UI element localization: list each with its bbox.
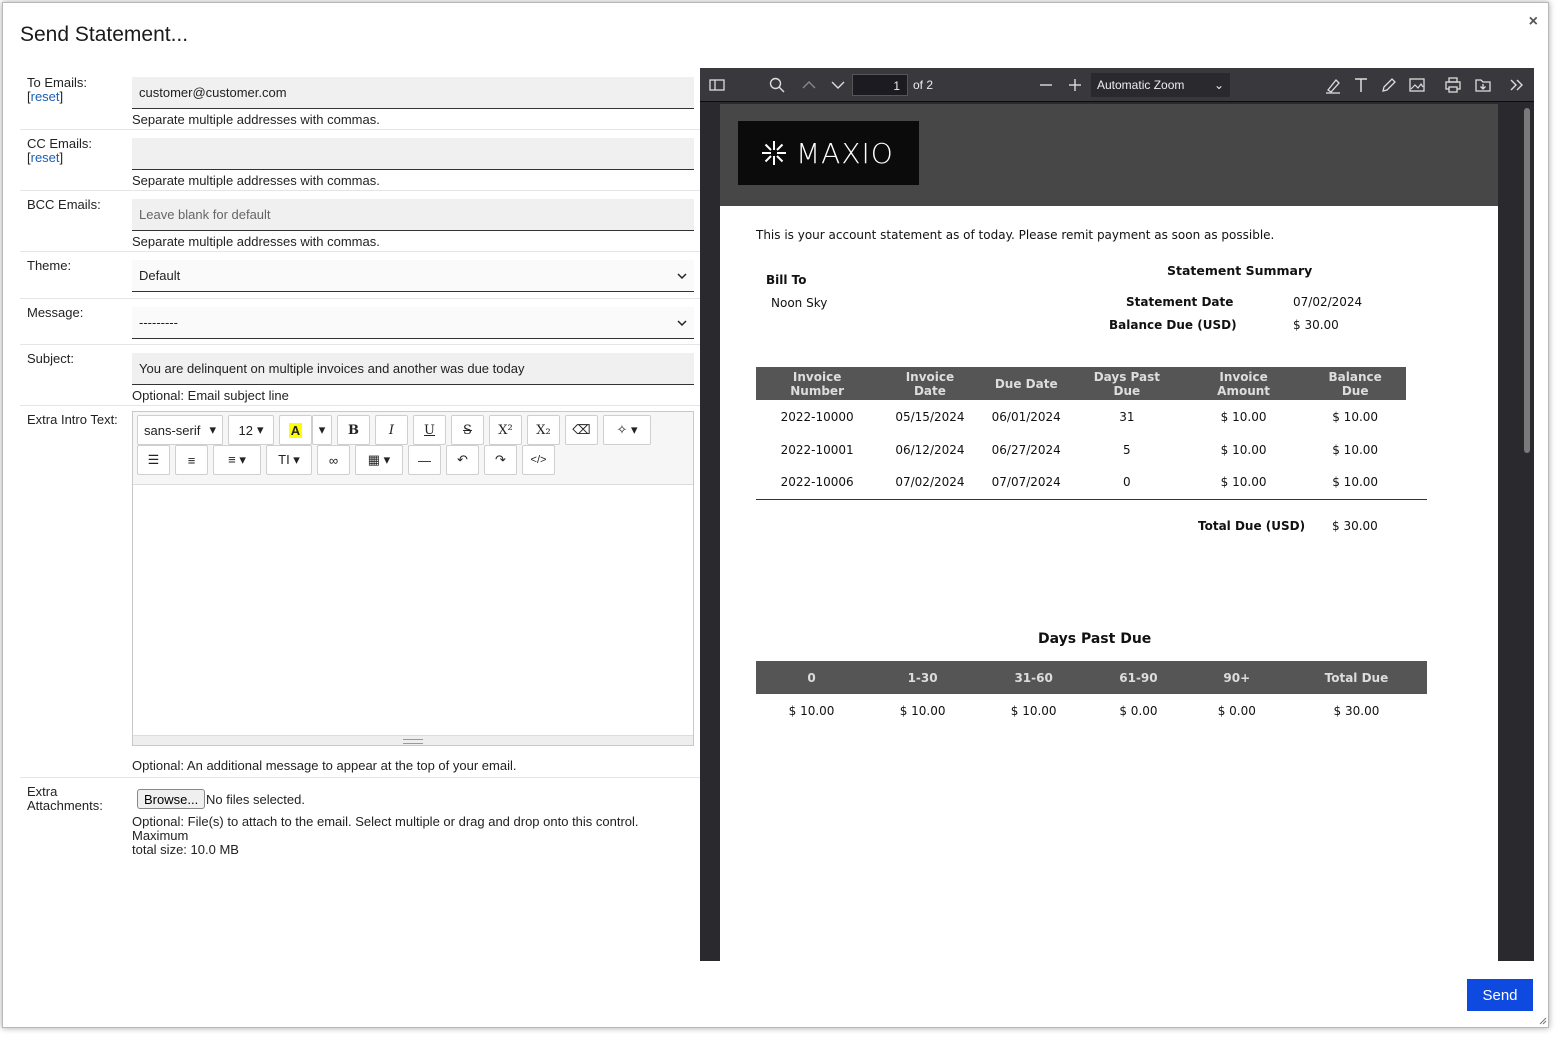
invoice-header-cell: Invoice Number xyxy=(756,367,878,400)
invoice-cell: 07/07/2024 xyxy=(991,475,1061,490)
invoice-cell: $ 10.00 xyxy=(1220,475,1267,490)
strikethrough-button[interactable] xyxy=(451,415,484,445)
invoice-table-divider xyxy=(756,499,1427,500)
image-tool-icon[interactable] xyxy=(1408,76,1426,94)
browse-button[interactable]: Browse... xyxy=(137,789,205,809)
balance-due-label: Balance Due (USD) xyxy=(1109,318,1237,332)
attachments-hint-line2: total size: 10.0 MB xyxy=(132,842,239,857)
ordered-list-icon: ☰ xyxy=(147,452,160,467)
aging-cell: $ 0.00 xyxy=(1217,703,1256,718)
total-due-value: $ 30.00 xyxy=(1332,519,1378,533)
to-emails-hint: Separate multiple addresses with commas. xyxy=(132,112,380,127)
cc-emails-hint: Separate multiple addresses with commas. xyxy=(132,173,380,188)
statement-form xyxy=(20,69,700,858)
font-size-value: 12 xyxy=(238,422,253,438)
message-row xyxy=(20,299,700,345)
aging-header-row xyxy=(756,661,1427,694)
invoice-cell: 2022-10000 xyxy=(780,409,854,424)
more-tools-icon[interactable] xyxy=(1508,76,1526,94)
bcc-emails-input[interactable]: Leave blank for default xyxy=(132,199,694,231)
file-status: No files selected. xyxy=(206,792,305,807)
aging-header-cell: 90+ xyxy=(1188,661,1286,694)
subject-label: Subject: xyxy=(27,351,74,366)
highlight-icon: A xyxy=(290,422,301,438)
invoice-header-cell: Days Past Due xyxy=(1071,367,1183,400)
rich-text-editor xyxy=(132,411,694,746)
invoice-header-cell: Due Date xyxy=(982,367,1071,400)
unordered-list-icon: ≡ xyxy=(187,452,196,468)
invoice-cell: $ 10.00 xyxy=(1332,442,1379,457)
attachments-label-line2: Attachments: xyxy=(27,798,103,813)
aging-header-cell: 0 xyxy=(756,661,867,694)
redo-icon: ↷ xyxy=(495,452,506,467)
table-row xyxy=(756,466,1406,499)
balance-due-value: $ 30.00 xyxy=(1293,318,1339,332)
align-dropdown[interactable] xyxy=(213,445,261,475)
attachments-hint xyxy=(132,815,697,857)
code-icon: </> xyxy=(530,454,547,466)
editor-content-area[interactable] xyxy=(133,485,693,735)
asterisk-logo-icon xyxy=(760,139,788,167)
bold-button[interactable] xyxy=(337,415,370,445)
insert-table-dropdown[interactable] xyxy=(355,445,403,475)
cc-emails-label-text: CC Emails: xyxy=(27,136,93,151)
table-row xyxy=(756,400,1406,433)
search-icon[interactable] xyxy=(768,76,786,94)
extra-intro-hint: Optional: An additional message to appear at the top of your email. xyxy=(132,758,517,773)
message-select-value: --------- xyxy=(139,315,178,330)
attachments-label-line1: Extra xyxy=(27,784,58,799)
pdf-scrollbar-thumb[interactable] xyxy=(1524,108,1530,453)
theme-select-value: Default xyxy=(139,268,181,283)
cc-emails-label: CC Emails: [reset] xyxy=(27,136,93,165)
dialog-title: Send Statement... xyxy=(20,23,189,46)
table-row xyxy=(756,433,1406,466)
theme-row xyxy=(20,252,700,299)
undo-button[interactable] xyxy=(446,445,479,475)
clear-format-button[interactable] xyxy=(565,415,598,445)
invoice-cell: 06/12/2024 xyxy=(895,442,965,457)
aging-title: Days Past Due xyxy=(1038,631,1152,647)
invoice-cell: 0 xyxy=(1123,475,1131,490)
extra-intro-label: Extra Intro Text: xyxy=(27,412,118,427)
invoice-header-cell: Invoice Amount xyxy=(1183,367,1304,400)
theme-label: Theme: xyxy=(27,258,72,273)
magic-format-dropdown[interactable] xyxy=(603,415,651,445)
invoice-header-row xyxy=(756,367,1406,400)
magic-wand-icon: ✧ ▾ xyxy=(616,422,638,437)
invoice-cell: 2022-10001 xyxy=(780,442,854,457)
invoice-cell: 07/02/2024 xyxy=(895,475,965,490)
next-page-icon[interactable] xyxy=(829,76,847,94)
to-emails-row xyxy=(20,69,700,130)
aging-cell: $ 30.00 xyxy=(1333,703,1380,718)
redo-button[interactable] xyxy=(484,445,517,475)
table-row xyxy=(756,694,1427,727)
aging-cell: $ 10.00 xyxy=(788,703,835,718)
total-due-label: Total Due (USD) xyxy=(1198,519,1306,533)
subscript-icon: X₂ xyxy=(536,422,551,438)
pdf-viewer xyxy=(700,68,1534,961)
bcc-emails-row xyxy=(20,191,700,252)
caret-down-icon: ▾ xyxy=(318,422,326,437)
bcc-emails-label: BCC Emails: xyxy=(27,197,101,212)
italic-button[interactable] xyxy=(375,415,408,445)
page-number-input[interactable]: 1 xyxy=(852,74,908,96)
save-icon[interactable] xyxy=(1474,76,1492,94)
aging-header-cell: Total Due xyxy=(1286,661,1427,694)
eraser-icon: ⌫ xyxy=(572,422,591,437)
invoice-header-cell: Invoice Date xyxy=(878,367,981,400)
close-icon[interactable]: × xyxy=(1528,13,1538,30)
draw-tool-icon[interactable] xyxy=(1380,76,1398,94)
caret-down-icon: ▾ xyxy=(256,422,264,437)
to-emails-label-text: To Emails: xyxy=(27,75,87,90)
invoice-cell: $ 10.00 xyxy=(1220,409,1267,424)
attachments-label xyxy=(27,785,127,813)
zoom-select[interactable] xyxy=(1091,73,1230,97)
cc-emails-reset-link[interactable]: reset xyxy=(30,150,60,165)
theme-select[interactable] xyxy=(132,260,694,292)
attachments-hint-line1: Optional: File(s) to attach to the email. Select multiple or drag and drop onto this control. Maximum xyxy=(132,814,639,843)
horizontal-rule-icon: — xyxy=(418,452,431,468)
aging-header-cell: 61-90 xyxy=(1089,661,1188,694)
ordered-list-button[interactable] xyxy=(137,445,170,475)
sidebar-toggle-icon[interactable] xyxy=(708,76,726,94)
attachments-row xyxy=(20,778,700,858)
bold-icon: B xyxy=(348,422,359,438)
subject-hint: Optional: Email subject line xyxy=(132,388,289,403)
message-select[interactable] xyxy=(132,307,694,339)
text-tool-icon[interactable] xyxy=(1352,76,1370,94)
aging-header-cell: 1-30 xyxy=(867,661,978,694)
underline-button[interactable] xyxy=(413,415,446,445)
highlight-color-button[interactable] xyxy=(279,415,312,445)
align-left-icon: ≡ ▾ xyxy=(228,452,246,467)
strikethrough-icon: S xyxy=(463,422,472,438)
superscript-button[interactable] xyxy=(489,415,522,445)
invoice-cell: 2022-10006 xyxy=(780,475,854,490)
superscript-icon: X² xyxy=(498,422,513,438)
invoice-cell: 05/15/2024 xyxy=(895,409,965,424)
chevron-down-icon: ⌄ xyxy=(1213,78,1224,92)
underline-icon: U xyxy=(424,422,435,438)
invoice-cell: 31 xyxy=(1119,409,1135,424)
send-statement-dialog xyxy=(2,2,1549,1028)
code-view-button[interactable] xyxy=(522,445,555,475)
send-button[interactable]: Send xyxy=(1467,979,1533,1011)
extra-intro-row xyxy=(20,406,700,778)
statement-date-label: Statement Date xyxy=(1126,295,1234,309)
undo-icon: ↶ xyxy=(457,452,468,467)
italic-icon: I xyxy=(388,422,395,438)
link-icon: ∞ xyxy=(328,452,339,468)
invoice-cell: $ 10.00 xyxy=(1332,409,1379,424)
pdf-scrollbar[interactable] xyxy=(1520,104,1532,959)
pdf-toolbar xyxy=(700,68,1534,102)
highlight-pen-icon[interactable] xyxy=(1324,76,1342,94)
table-icon: ▦ ▾ xyxy=(367,452,391,467)
invoice-table xyxy=(756,367,1406,500)
statement-date-value: 07/02/2024 xyxy=(1293,295,1363,309)
text-height-icon: TI ▾ xyxy=(278,452,300,467)
bill-to-name: Noon Sky xyxy=(771,296,828,310)
message-label: Message: xyxy=(27,305,84,320)
horizontal-rule-button[interactable] xyxy=(408,445,441,475)
editor-resize-handle[interactable] xyxy=(133,735,693,745)
font-family-value: sans-serif xyxy=(144,422,201,438)
editor-toolbar xyxy=(133,412,693,485)
color-dropdown-button[interactable] xyxy=(312,415,332,445)
invoice-cell: 06/01/2024 xyxy=(991,409,1061,424)
font-size-dropdown[interactable] xyxy=(228,415,274,445)
chevron-down-icon xyxy=(677,271,687,281)
text-size-dropdown[interactable] xyxy=(266,445,312,475)
cc-emails-row xyxy=(20,130,700,191)
invoice-cell: $ 10.00 xyxy=(1332,475,1379,490)
unordered-list-button[interactable] xyxy=(175,445,208,475)
to-emails-input[interactable]: customer@customer.com xyxy=(132,77,694,109)
caret-down-icon: ▾ xyxy=(209,422,216,437)
zoom-select-value: Automatic Zoom xyxy=(1097,78,1185,92)
page-count: of 2 xyxy=(913,78,934,92)
zoom-out-icon[interactable] xyxy=(1037,76,1055,94)
subscript-button[interactable] xyxy=(527,415,560,445)
cc-emails-input[interactable] xyxy=(132,138,694,170)
invoice-cell: $ 10.00 xyxy=(1220,442,1267,457)
logo-text: MAXIO xyxy=(796,136,894,170)
statement-header xyxy=(720,104,1498,206)
subject-row xyxy=(20,345,700,406)
pdf-page xyxy=(720,104,1498,961)
resize-grip-icon[interactable] xyxy=(1537,1015,1547,1025)
subject-input[interactable]: You are delinquent on multiple invoices and another was due today xyxy=(132,353,694,385)
print-icon[interactable] xyxy=(1444,76,1462,94)
previous-page-icon[interactable] xyxy=(800,76,818,94)
maxio-logo xyxy=(738,121,919,185)
zoom-in-icon[interactable] xyxy=(1066,76,1084,94)
aging-cell: $ 0.00 xyxy=(1119,703,1158,718)
insert-link-button[interactable] xyxy=(317,445,350,475)
aging-cell: $ 10.00 xyxy=(899,703,946,718)
invoice-header-cell: Balance Due xyxy=(1304,367,1406,400)
statement-intro: This is your account statement as of today. Please remit payment as soon as possible. xyxy=(756,228,1275,242)
invoice-cell: 06/27/2024 xyxy=(991,442,1061,457)
bill-to-label: Bill To xyxy=(766,273,807,287)
to-emails-reset-link[interactable]: reset xyxy=(30,89,60,104)
invoice-cell: 5 xyxy=(1123,442,1131,457)
aging-table xyxy=(756,661,1427,727)
aging-header-cell: 31-60 xyxy=(978,661,1089,694)
bcc-emails-hint: Separate multiple addresses with commas. xyxy=(132,234,380,249)
aging-cell: $ 10.00 xyxy=(1010,703,1057,718)
to-emails-label: To Emails: [reset] xyxy=(27,75,87,104)
chevron-down-icon xyxy=(677,318,687,328)
summary-title: Statement Summary xyxy=(1167,263,1313,278)
font-family-dropdown[interactable] xyxy=(137,415,223,445)
